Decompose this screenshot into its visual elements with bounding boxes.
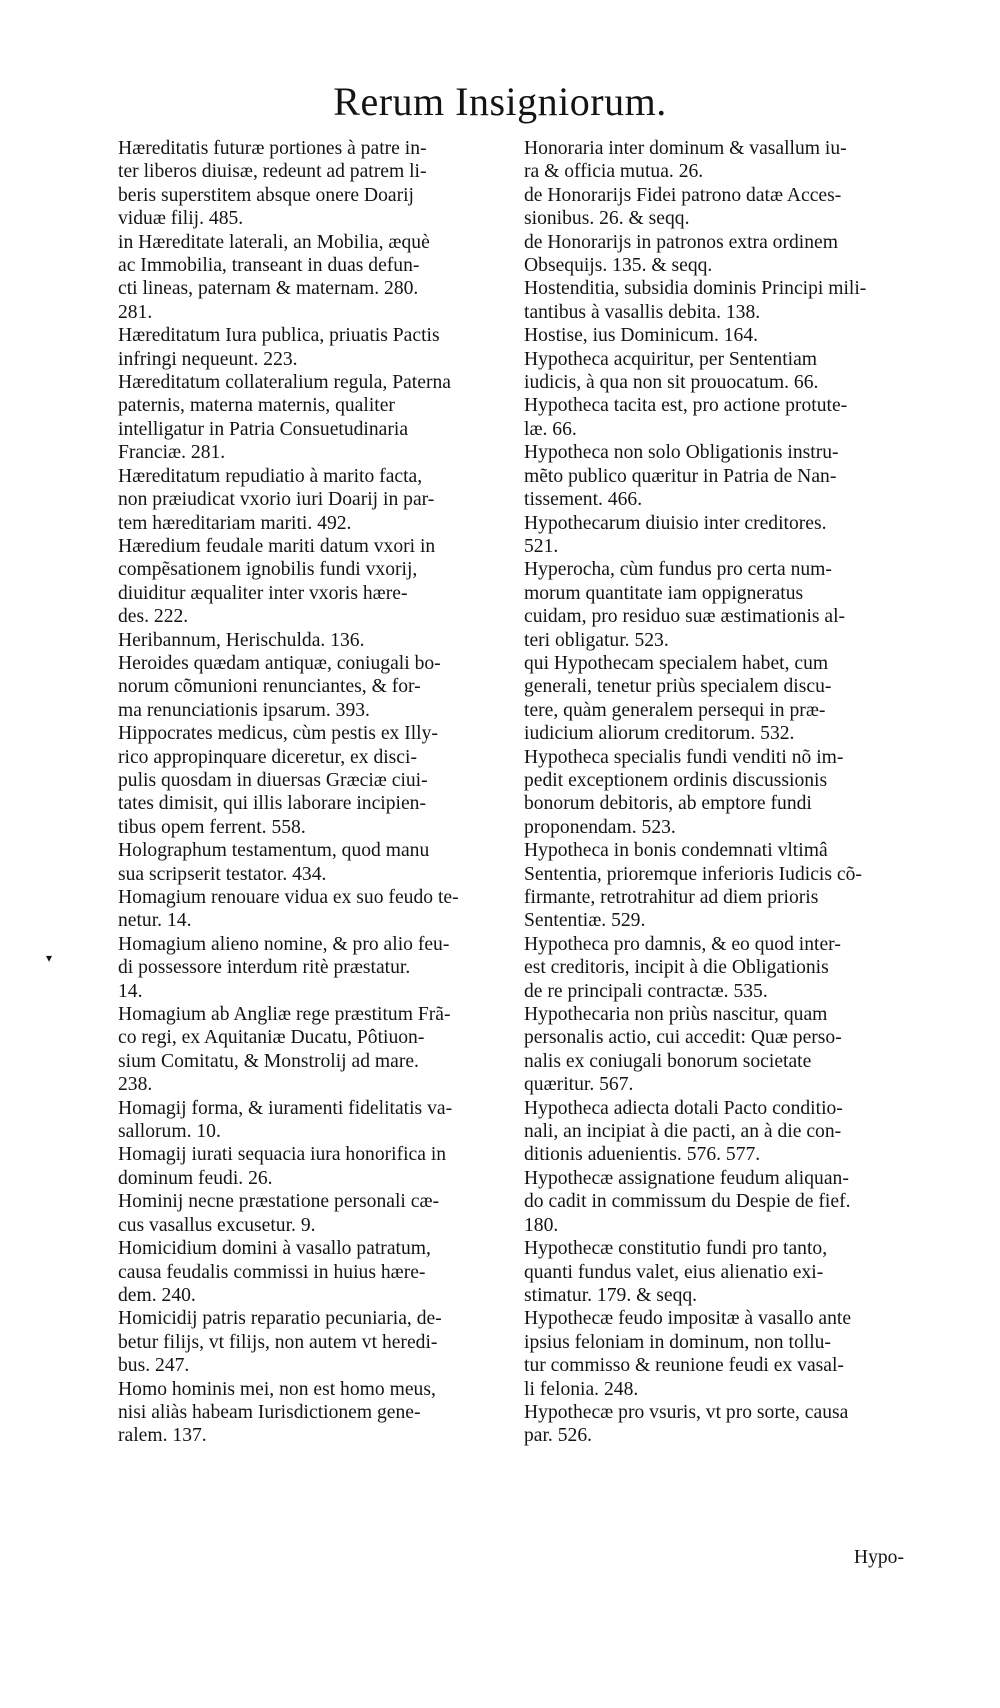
index-entry-line: bonorum debitoris, ab emptore fundi bbox=[524, 793, 812, 815]
index-entry bbox=[118, 933, 499, 1003]
index-entry bbox=[524, 1097, 904, 1167]
catchword: Hypo- bbox=[853, 1547, 904, 1568]
index-entry-line: Hæreditatum collateralium regula, Paterna bbox=[118, 372, 451, 394]
index-entry-line: betur filijs, vt filijs, non autem vt heredi- bbox=[118, 1331, 438, 1353]
index-entry-line: Homicidij patris reparatio pecuniaria, de- bbox=[118, 1308, 442, 1330]
index-entry-line: nisi aliàs habeam Iurisdictionem gene- bbox=[118, 1401, 421, 1423]
index-entry-line: cus vasallus excusetur. 9. bbox=[118, 1214, 316, 1236]
index-entry-line: cuidam, pro residuo suæ æstimationis al- bbox=[524, 606, 846, 628]
index-entry-line: teri obligatur. 523. bbox=[524, 629, 669, 651]
index-entry-line: Hostenditia, subsidia dominis Principi mili- bbox=[524, 278, 867, 300]
index-entry bbox=[524, 652, 904, 746]
index-entry-line: ac Immobilia, transeant in duas defun- bbox=[118, 255, 420, 277]
index-entry-line: qui Hypothecam specialem habet, cum bbox=[524, 652, 829, 674]
index-entry-line: netur. 14. bbox=[118, 910, 192, 932]
index-entry-line: infringi nequeunt. 223. bbox=[118, 348, 298, 370]
index-entry bbox=[524, 324, 904, 347]
index-entry-line: dominum feudi. 26. bbox=[118, 1167, 273, 1189]
index-entry-line: di possessore interdum ritè præstatur. bbox=[118, 957, 411, 979]
index-entry bbox=[118, 1143, 499, 1190]
index-entry-line: Hypotheca specialis fundi venditi nõ im- bbox=[524, 746, 844, 768]
index-entry-line: pedit exceptionem ordinis discussionis bbox=[524, 769, 828, 791]
index-entry-line: quanti fundus valet, eius alienatio exi- bbox=[524, 1261, 824, 1283]
index-entry-line: 238. bbox=[118, 1074, 153, 1096]
index-entry-line: Hypotheca acquiritur, per Sententiam bbox=[524, 348, 818, 370]
index-entry bbox=[118, 629, 499, 652]
index-entry bbox=[118, 886, 499, 933]
index-entry-line: bus. 247. bbox=[118, 1355, 190, 1377]
index-entry-line: Hæreditatum Iura publica, priuatis Pactis bbox=[118, 325, 440, 347]
index-entry bbox=[118, 535, 499, 629]
index-entry-line: de re principali contractæ. 535. bbox=[524, 980, 768, 1002]
index-entry-line: non præiudicat vxorio iuri Doarij in par- bbox=[118, 489, 435, 511]
index-entry-line: 180. bbox=[524, 1214, 559, 1236]
index-entry-line: par. 526. bbox=[524, 1425, 593, 1447]
index-entry-line: ditionis aduenientis. 576. 577. bbox=[524, 1144, 761, 1166]
index-entry-line: ralem. 137. bbox=[118, 1425, 207, 1447]
index-entry-line: Hominij necne præstatione personali cæ- bbox=[118, 1191, 440, 1213]
index-entry bbox=[524, 1003, 904, 1097]
index-entry bbox=[118, 1307, 499, 1377]
index-entry-line: Hypotheca in bonis condemnati vltimâ bbox=[524, 840, 828, 862]
index-entry-line: Hypothecarum diuisio inter creditores. bbox=[524, 512, 827, 534]
index-entry-line: Homagij iurati sequacia iura honorifica in bbox=[118, 1144, 447, 1166]
index-entry-line: Franciæ. 281. bbox=[118, 442, 226, 464]
index-entry-line: est creditoris, incipit à die Obligationis bbox=[524, 957, 829, 979]
index-entry-line: viduæ filij. 485. bbox=[118, 208, 244, 230]
index-entry-line: Hypothecaria non priùs nascitur, quam bbox=[524, 1004, 828, 1026]
index-entry-line: Heribannum, Herischulda. 136. bbox=[118, 629, 365, 651]
index-entry-line: causa feudalis commissi in huius hære- bbox=[118, 1261, 426, 1283]
index-entry-line: nali, an incipiat à die pacti, an à die con- bbox=[524, 1121, 842, 1143]
index-entry bbox=[118, 1003, 499, 1097]
index-entry bbox=[524, 277, 904, 324]
index-entry-line: Hæreditatis futuræ portiones à patre in- bbox=[118, 138, 427, 159]
index-entry-line: nalis ex coniugali bonorum societate bbox=[524, 1050, 812, 1072]
index-entry-line: sium Comitatu, & Monstrolij ad mare. bbox=[118, 1050, 419, 1072]
index-entry bbox=[524, 348, 904, 395]
index-entry-line: sionibus. 26. & seqq. bbox=[524, 208, 690, 230]
index-entry-line: læ. 66. bbox=[524, 418, 577, 440]
index-entry-line: norum cõmunioni renunciantes, & for- bbox=[118, 676, 421, 698]
index-entry-line: ra & officia mutua. 26. bbox=[524, 161, 704, 183]
index-entry-line: ma renunciationis ipsarum. 393. bbox=[118, 699, 370, 721]
index-entry-line: 281. bbox=[118, 301, 153, 323]
index-entry-line: paternis, materna maternis, qualiter bbox=[118, 395, 395, 417]
index-entry bbox=[118, 722, 499, 839]
index-entry bbox=[524, 441, 904, 511]
index-entry-line: tibus opem ferrent. 558. bbox=[118, 816, 306, 838]
index-entry bbox=[118, 839, 499, 886]
index-entry-line: Hæreditatum repudiatio à marito facta, bbox=[118, 465, 423, 487]
index-entry-line: 521. bbox=[524, 535, 559, 557]
page-title: Rerum Insigniorum. bbox=[333, 79, 667, 124]
index-entry-line: co regi, ex Aquitaniæ Ducatu, Pôtiuon- bbox=[118, 1027, 425, 1049]
index-entry-line: ter liberos diuisæ, redeunt ad patrem li- bbox=[118, 161, 427, 183]
index-entry bbox=[524, 137, 904, 184]
index-entry bbox=[118, 371, 499, 465]
index-entry bbox=[524, 933, 904, 1003]
index-entry-line: Hypothecæ assignatione feudum aliquan- bbox=[524, 1167, 849, 1189]
index-entry bbox=[118, 1097, 499, 1144]
index-entry-line: iudicium aliorum creditorum. 532. bbox=[524, 723, 795, 745]
index-entry-line: ipsius feloniam in dominum, non tollu- bbox=[524, 1331, 831, 1353]
index-entry-line: morum quantitate iam oppigneratus bbox=[524, 582, 804, 604]
index-entry bbox=[524, 558, 904, 652]
index-entry-line: stimatur. 179. & seqq. bbox=[524, 1284, 698, 1306]
index-entry-line: Honoraria inter dominum & vasallum iu- bbox=[524, 138, 847, 159]
index-entry-line: Obsequijs. 135. & seqq. bbox=[524, 255, 713, 277]
index-entry bbox=[118, 1190, 499, 1237]
index-entry-line: Hypothecæ constitutio fundi pro tanto, bbox=[524, 1238, 828, 1260]
index-entry-line: Homagium ab Angliæ rege præstitum Frã- bbox=[118, 1004, 451, 1026]
index-entry-line: sua scripserit testator. 434. bbox=[118, 863, 327, 885]
index-entry-line: proponendam. 523. bbox=[524, 816, 676, 838]
index-entry-line: firmante, retrotrahitur ad diem prioris bbox=[524, 887, 819, 908]
index-entry-line: pulis quosdam in diuersas Græciæ ciui- bbox=[118, 769, 428, 791]
margin-mark: ▾ bbox=[46, 951, 53, 965]
index-entry bbox=[118, 324, 499, 371]
index-entry-line: Homagij forma, & iuramenti fidelitatis va- bbox=[118, 1097, 453, 1119]
index-entry bbox=[524, 1307, 904, 1401]
index-entry-line: Hyperocha, cùm fundus pro certa num- bbox=[524, 559, 832, 581]
index-entry-line: tantibus à vasallis debita. 138. bbox=[524, 301, 761, 323]
index-entry-line: compẽsationem ignobilis fundi vxorij, bbox=[118, 559, 418, 581]
index-entry-line: tissement. 466. bbox=[524, 489, 643, 511]
index-entry bbox=[118, 465, 499, 535]
index-entry-line: des. 222. bbox=[118, 606, 189, 628]
index-entry-line: tur commisso & reunione feudi ex vasal- bbox=[524, 1355, 844, 1377]
index-entry-line: Homagium renouare vidua ex suo feudo te- bbox=[118, 887, 459, 908]
index-entry-line: generali, tenetur priùs specialem discu- bbox=[524, 676, 832, 698]
index-entry-line: 14. bbox=[118, 980, 143, 1002]
index-entry-line: Hypothecæ pro vsuris, vt pro sorte, causa bbox=[524, 1401, 849, 1423]
index-entry bbox=[118, 231, 499, 325]
index-entry bbox=[524, 184, 904, 231]
index-entry-line: Hypotheca non solo Obligationis instru- bbox=[524, 442, 839, 464]
index-entry-line: tem hæreditariam mariti. 492. bbox=[118, 512, 352, 534]
index-entry-line: Homo hominis mei, non est homo meus, bbox=[118, 1378, 436, 1400]
index-entry-line: do cadit in commissum du Despie de fief. bbox=[524, 1191, 851, 1213]
index-entry bbox=[524, 746, 904, 840]
index-entry-line: Homicidium domini à vasallo patratum, bbox=[118, 1238, 431, 1260]
index-entry-line: Holographum testamentum, quod manu bbox=[118, 840, 430, 862]
index-entry-line: diuiditur æqualiter inter vxoris hære- bbox=[118, 582, 408, 604]
index-entry-line: sallorum. 10. bbox=[118, 1121, 221, 1143]
index-entry-line: cti lineas, paternam & maternam. 280. bbox=[118, 278, 419, 300]
index-entry bbox=[524, 231, 904, 278]
index-entry-line: iudicis, à qua non sit prouocatum. 66. bbox=[524, 372, 819, 394]
index-entry-line: Hostise, ius Dominicum. 164. bbox=[524, 325, 759, 347]
index-entry bbox=[118, 1237, 499, 1307]
index-entry-line: Sententia, prioremque inferioris Iudicis cõ- bbox=[524, 863, 862, 885]
index-entry bbox=[524, 1401, 904, 1448]
index-entry bbox=[524, 839, 904, 933]
index-column-right bbox=[524, 137, 904, 1448]
index-entry-line: in Hæreditate laterali, an Mobilia, æquè bbox=[118, 231, 430, 253]
index-entry bbox=[118, 137, 499, 231]
index-entry-line: Hippocrates medicus, cùm pestis ex Illy- bbox=[118, 723, 438, 745]
index-entry-line: Hypotheca tacita est, pro actione protute- bbox=[524, 395, 848, 417]
index-entry-line: Sententiæ. 529. bbox=[524, 910, 646, 932]
index-entry-line: intelligatur in Patria Consuetudinaria bbox=[118, 418, 409, 440]
index-entry bbox=[524, 394, 904, 441]
index-entry-line: mẽto publico quæritur in Patria de Nan- bbox=[524, 465, 837, 487]
index-entry-line: tates dimisit, qui illis laborare incipien- bbox=[118, 793, 426, 815]
index-entry bbox=[524, 1237, 904, 1307]
index-entry-line: quæritur. 567. bbox=[524, 1074, 634, 1096]
index-entry-line: tere, quàm generalem persequi in præ- bbox=[524, 699, 826, 721]
index-column-left bbox=[118, 137, 499, 1448]
index-entry-line: li felonia. 248. bbox=[524, 1378, 639, 1400]
index-entry-line: Homagium alieno nomine, & pro alio feu- bbox=[118, 933, 450, 955]
index-entry-line: Hypotheca pro damnis, & eo quod inter- bbox=[524, 933, 841, 955]
index-entry-line: dem. 240. bbox=[118, 1284, 196, 1306]
index-entry bbox=[118, 1378, 499, 1448]
index-entry-line: Hypothecæ feudo impositæ à vasallo ante bbox=[524, 1308, 852, 1330]
index-entry-line: de Honorarijs in patronos extra ordinem bbox=[524, 231, 838, 253]
index-entry-line: Hypotheca adiecta dotali Pacto conditio- bbox=[524, 1097, 843, 1119]
index-entry-line: rico appropinquare diceretur, ex disci- bbox=[118, 746, 417, 768]
index-entry-line: Hæredium feudale mariti datum vxori in bbox=[118, 535, 436, 557]
index-entry-line: personalis actio, cui accedit: Quæ perso- bbox=[524, 1027, 842, 1049]
index-entry bbox=[524, 512, 904, 559]
index-entry-line: de Honorarijs Fidei patrono datæ Acces- bbox=[524, 184, 842, 206]
index-entry-line: Heroides quædam antiquæ, coniugali bo- bbox=[118, 652, 441, 674]
index-entry bbox=[524, 1167, 904, 1237]
index-entry-line: beris superstitem absque onere Doarij bbox=[118, 184, 414, 206]
index-entry bbox=[118, 652, 499, 722]
